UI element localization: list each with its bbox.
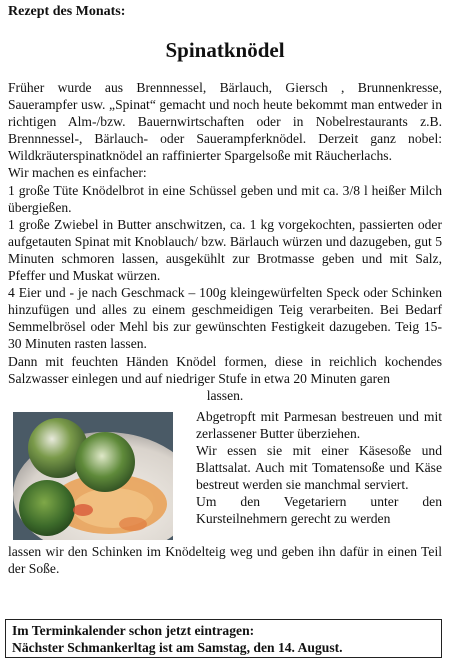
serving-note-sauce: Wir essen sie mit einer Käsesoße und Blattsalat. Auch mit Tomatensoße und Käse bestreut werden sie manchmal serviert. (196, 442, 442, 493)
paragraph-step-dough: 4 Eier und - je nach Geschmack – 100g kleingewürfelten Speck oder Schinken hinzufügen und alles zu einem geschmeidigen Teig verarbeiten. Bei Bedarf Semmelbrösel oder Mehl bis zur gewünschten Festigkeit dazugeben. Teig 15-30 Minuten rasten lassen. (8, 285, 442, 352)
dumpling-illustration (13, 412, 173, 540)
dumpling-photo (13, 412, 173, 540)
paragraph-step-cook: Dann mit feuchten Händen Knödel formen, diese in reichlich kochendes Salzwasser einlegen und auf niedriger Stufe in etwa 20 Minuten garen (8, 353, 442, 386)
photo-section (8, 407, 442, 543)
recipe-body (8, 79, 442, 577)
calendar-notice-line2: Nächster Schmankerltag ist am Samstag, den 14. August. (12, 640, 343, 655)
page-title: Spinatknödel (165, 38, 285, 62)
section-label: Rezept des Monats: (8, 4, 126, 19)
serving-note-vegetarian: Um den Vegetariern unter den Kursteilnehmern gerecht zu werden (196, 494, 442, 527)
paragraph-intro: Früher wurde aus Brennnessel, Bärlauch, Giersch , Brunnenkresse, Sauerampfer usw. „Spinat“ gemacht und noch heute bekommt man entweder in richtigen Alm-/bzw. Bauernwirtschaften oder in Nobelrestaurants z.B. Brennnessel-, Bärlauch- oder Sauerampferknödel. Derzeit ganz nobel: Wildkräuterspinatknödel an raffinierter Spargelsoße mit Räucherlachs. (8, 80, 442, 164)
paragraph-cook-end: lassen. (206, 387, 244, 403)
paragraph-step-bread: 1 große Tüte Knödelbrot in eine Schüssel geben und mit ca. 3/8 l heißer Milch übergießen. (8, 182, 442, 215)
paragraph-subheading: Wir machen es einfacher: (8, 165, 147, 181)
calendar-notice-box (5, 619, 442, 658)
calendar-notice-line1: Im Terminkalender schon jetzt eintragen: (12, 623, 255, 638)
paragraph-step-spinach: 1 große Zwiebel in Butter anschwitzen, ca. 1 kg vorgekochten, passierten oder aufgetauten Spinat mit Knoblauch/ bzw. Bärlauch würzen und dazugeben, gut 5 Minuten schmoren lassen, ausgekühlt zur Brotmasse geben und mit Salz, Pfeffer und Muskat würzen. (8, 216, 442, 284)
paragraph-vegetarian-end: lassen wir den Schinken im Knödelteig weg und geben ihn dafür in einen Teil der Soße. (8, 543, 442, 576)
serving-note-parmesan: Abgetropft mit Parmesan bestreuen und mit zerlassener Butter überziehen. (196, 408, 442, 441)
serving-notes (196, 408, 442, 528)
